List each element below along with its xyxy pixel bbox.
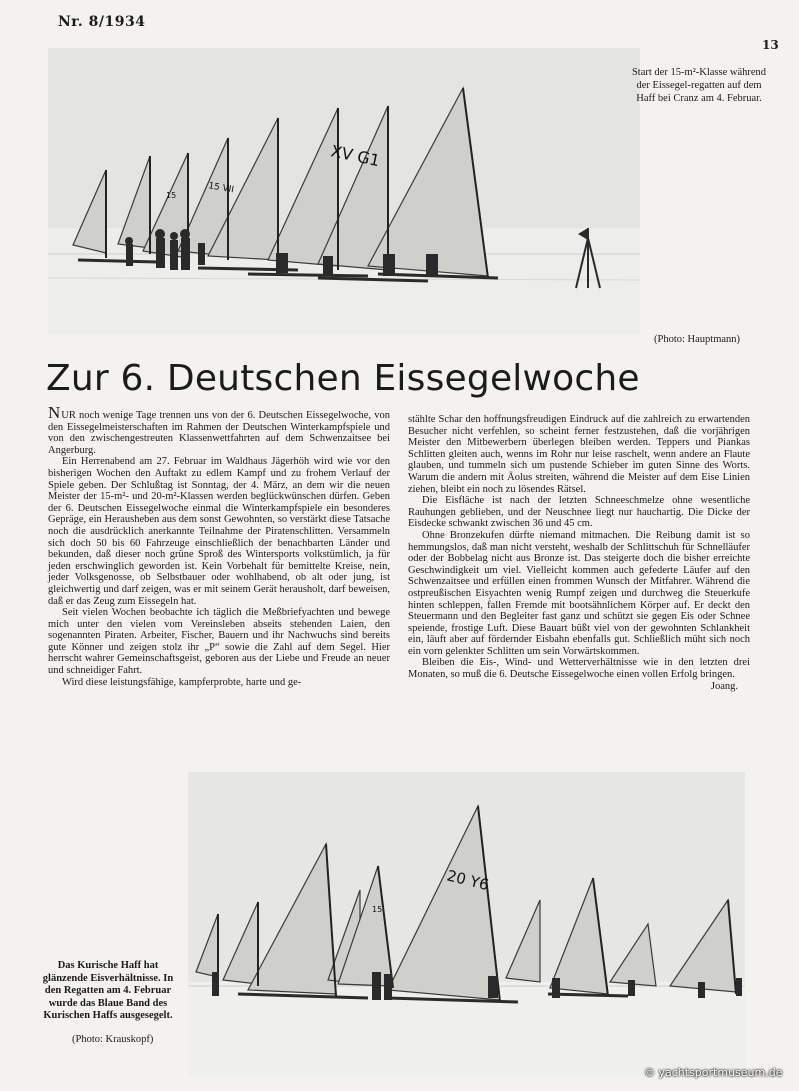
article-right-column bbox=[408, 414, 750, 692]
photo-ice-yacht-start bbox=[48, 48, 640, 334]
photo-top-caption: Start der 15-m²-Klasse während der Eissegel-regatten auf dem Haff bei Cranz am 4. Februar. bbox=[631, 67, 767, 104]
author-signature: Joang. bbox=[710, 680, 738, 692]
paragraph-1: NUR noch wenige Tage trennen uns von der 6. Deutschen Eissegelwoche, von den Eissegelmeisterschaften im Rahmen der Deutschen Winterkampfspiele und von den zwischengestreuten Klassenwettfahrten auf dem Schwenzaitsee bei Angerburg. bbox=[48, 403, 390, 456]
sail-mark-15: 15 bbox=[166, 191, 177, 200]
sail-mark-15vii: 15 VII bbox=[207, 181, 235, 196]
photo-top-credit: (Photo: Hauptmann) bbox=[654, 334, 741, 345]
photo-bottom-credit: (Photo: Krauskopf) bbox=[72, 1034, 154, 1045]
article-title: Zur 6. Deutschen Eissegelwoche bbox=[46, 358, 640, 399]
photo-bottom-caption: Das Kurische Haff hat glänzende Eisverhältnisse. In den Regatten am 4. Februar wurde das Blaue Band des Kurischen Haffs ausgesegelt. bbox=[42, 960, 174, 1022]
photo-bottom-illustration bbox=[188, 772, 745, 1075]
paragraph-7: Ohne Bronzekufen dürfte niemand mitmachen. Die Reibung damit ist so hemmungslos, daß man nicht versteht, weshalb der Schlittschuh für Schnelläufer oder der Bobbelag nicht aus Bronze ist. Das steigerte doch die bisher erreichte Geschwindigkeit um viel. Vielleicht kommen auch gefederte Läufer auf den Schwenzaitsee und erfüllen einen frommen Wunsch der Mitfahrer. Während die ostpreußischen Eisyachten wenig Rumpf zeigen und durchweg die Steuerkufe hinten schleppen, fallen Fremde mit bootsähnlichem Körper auf. Er deckt den Steuermann und den Begleiter fast ganz und schützt sie gegen Eis oder Schnee speiende, frostige Luft. Diese Bauart büßt viel von der gewohnten Schlankheit ein, läuft aber auf fördernder Eisbahn ebenfalls gut. Schließlich müht sich noch ein vorn gelenkter Schlitten um sein Vorwärtskommen. bbox=[408, 529, 750, 657]
photo-kurisches-haff bbox=[188, 772, 745, 1075]
dropcap: N bbox=[48, 403, 61, 422]
sail-mark-20y6: 20 Y6 bbox=[445, 866, 491, 895]
paragraph-6: Die Eisfläche ist nach der letzten Schneeschmelze ohne wesentliche Rauhungen geblieben, und der Neuschnee liegt nur hauchartig. Die Dicke der Eisdecke schwankt zwischen 36 und 45 cm. bbox=[408, 495, 750, 530]
photo-top-illustration bbox=[48, 48, 640, 334]
paragraph-8: Bleiben die Eis-, Wind- und Wetterverhältnisse wie in den letzten drei Monaten, so muß die 6. Deutsche Eissegelwoche einen vollen Erfolg bringen. bbox=[408, 657, 750, 681]
watermark: © yachtsportmuseum.de bbox=[644, 1066, 783, 1079]
issue-number: Nr. 8/1934 bbox=[58, 14, 146, 30]
page-number: 13 bbox=[762, 38, 779, 52]
paragraph-2: Ein Herrenabend am 27. Februar im Waldhaus Jägerhöh wird wie vor den bisherigen Wochen den Auftakt zu edlem Kampf und zu frohem Verlauf der Spiele geben. Der Schlußtag ist Sonntag, der 4. März, an dem wir die neuen Meister der 15-m²- und 20-m²-Klassen werden beglückwünschen dürfen. Geben der 6. Deutschen Eissegelwoche einmal die Winterkampfspiele ein besonderes Gepräge, ein Herausheben aus dem sonst Gewohnten, so verstärkt diese Tatsache noch die ausdrücklich anerkannte Teilnahme der Piratenschlitten. Versammeln sich doch 50 bis 60 Fahrzeuge einschließlich der benachbarten Länder und bekunden, daß dieser noch grüne Sproß des Wintersports volkstümlich, ja für jeden erschwinglich geworden ist. Kein Vorbehalt für bemittelte Kreise, nein, jeder Volksgenosse, ob Selbstbauer oder wohlhabend, ob alt oder jung, ist gleichwertig und darf zeigen, was er mit seinem Gerät herausholt, darf beweisen, daß er das Zeug zum Eissegeln hat. bbox=[48, 456, 390, 607]
sail-mark-15-bottom: 15 bbox=[372, 905, 383, 914]
paragraph-3: Seit vielen Wochen beobachte ich täglich die Meßbriefyachten und bewege mich unter den vielen vom Vereinsleben abseits stehenden Laien, den sogenannten Piraten. Arbeiter, Fischer, Bauern und ihr Nachwuchs sind bereits gute Könner und zeigen stolz ihr „P“ sowie die Zahl auf dem Segel. Hier herrscht wahrer Gemeinschaftsgeist, geboren aus der Liebe und Freude an neuer und schneidiger Fahrt. bbox=[48, 607, 390, 677]
article-left-column bbox=[48, 403, 390, 688]
paragraph-5: stählte Schar den hoffnungsfreudigen Eindruck auf die zahlreich zu erwartenden Besucher nicht verfehlen, so scheint ferner festzustehen, daß die vorjährigen Meister den Mitbewerbern überlegen bleiben werden. Teppers und Piankas Schlitten gleiten auch, wenns im Rohr nur leise raschelt, wenn andere an Flaute glauben, und tummeln sich um pustende Schieber im guten Sinne des Worts. Warum die andern mit Äolus streiten, während die Meister auf dem Eise Linien ziehen, bleibt ein noch zu lösendes Rätsel. bbox=[408, 414, 750, 495]
sail-mark-xv: XV G1 bbox=[329, 141, 382, 171]
paragraph-4: Wird diese leistungsfähige, kampferprobte, harte und ge- bbox=[62, 676, 302, 688]
